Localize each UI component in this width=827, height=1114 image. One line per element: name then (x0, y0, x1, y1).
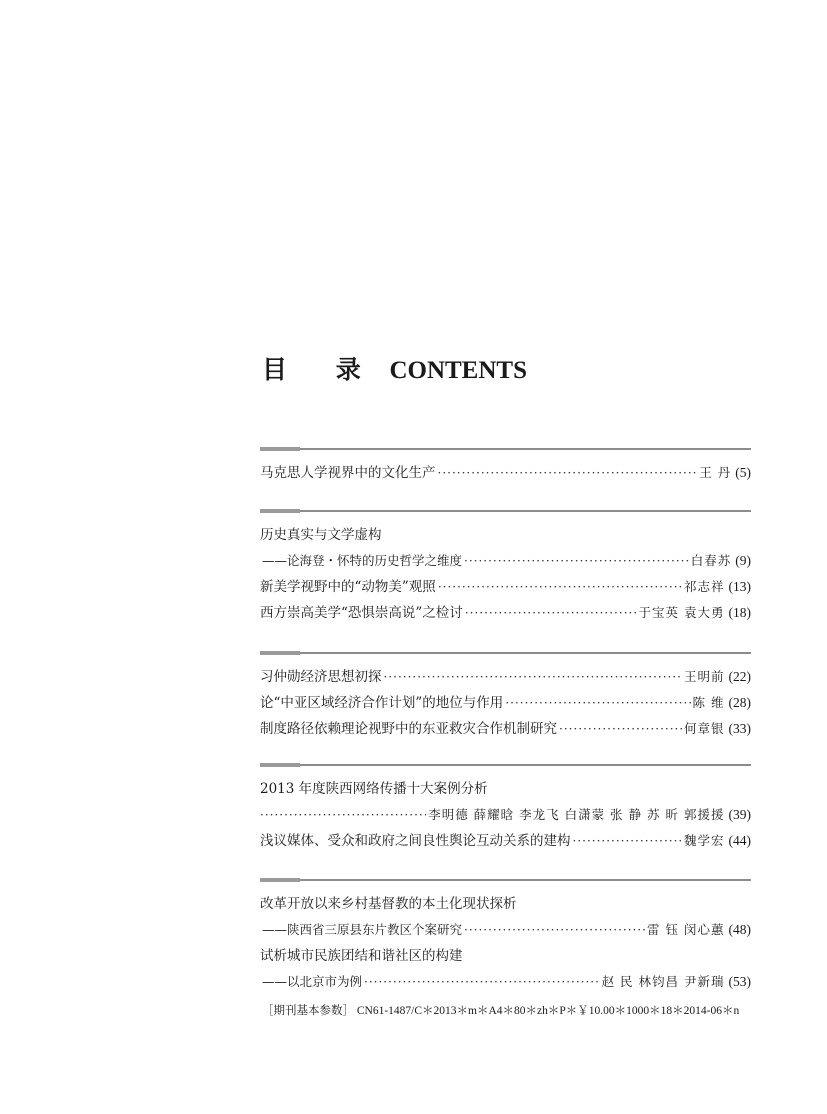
toc-entry[interactable] (260, 776, 751, 802)
entry-page: ( 5 ) (735, 460, 751, 486)
leader-dots (364, 969, 600, 995)
entry-authors: 魏学宏 (683, 833, 725, 848)
toc-entry[interactable] (260, 828, 751, 854)
journal-parameters-label: ［期刊基本参数］ (262, 1003, 354, 1017)
contents-heading (262, 350, 527, 386)
entry-authors: 王 丹 (699, 465, 732, 480)
entry-authors: 陈 维 (692, 695, 725, 710)
toc-entry[interactable] (260, 969, 751, 995)
entry-page: ( 33 ) (729, 716, 752, 742)
entry-title: 浅议媒体、受众和政府之间良性舆论互动关系的建构 (260, 833, 571, 849)
entry-page: ( 13 ) (729, 574, 752, 600)
entry-page: ( 28 ) (729, 690, 752, 716)
entry-title: 新美学视野中的“动物美”观照 (260, 579, 436, 595)
entry-subtitle: ——论海登・怀特的历史哲学之维度 (262, 553, 463, 568)
leader-dots (438, 574, 682, 600)
toc-entry[interactable] (260, 802, 751, 828)
entry-authors: 赵 民 林钧昌 尹新瑞 (601, 974, 725, 989)
entry-page: ( 39 ) (729, 802, 752, 828)
entry-title: 改革开放以来乡村基督教的本土化现状探析 (260, 896, 517, 912)
entry-page: ( 48 ) (729, 917, 752, 943)
leader-dots (573, 828, 682, 854)
toc-entry[interactable] (260, 943, 751, 969)
toc-entry[interactable] (260, 574, 751, 600)
entry-subtitle: ——陕西省三原县东片教区个案研究 (262, 922, 463, 937)
entry-title: 马克思人学视界中的文化生产 (260, 465, 436, 481)
leader-dots (559, 716, 682, 742)
leader-dots (438, 460, 698, 486)
leader-dots (505, 690, 690, 716)
toc-section-5 (260, 879, 751, 995)
journal-parameters (262, 1002, 739, 1018)
leader-dots (465, 600, 637, 626)
entry-title: 习仲勋经济思想初探 (260, 669, 382, 685)
entry-authors: 王明前 (683, 669, 725, 684)
entry-page: ( 18 ) (729, 600, 752, 626)
toc-entry[interactable] (260, 522, 751, 548)
entry-authors: 于宝英 袁大勇 (638, 605, 725, 620)
entry-authors: 白春苏 (690, 553, 732, 568)
entry-page: ( 44 ) (729, 828, 752, 854)
entry-page: ( 9 ) (735, 548, 751, 574)
section-divider (260, 652, 751, 654)
entry-title: 2013 年度陕西网络传播十大案例分析 (260, 781, 488, 797)
entry-page: ( 22 ) (729, 664, 752, 690)
section-divider (260, 448, 751, 450)
entry-subtitle: ——以北京市为例 (262, 974, 363, 989)
entry-page: ( 53 ) (729, 969, 752, 995)
section-divider (260, 879, 751, 881)
toc-entry[interactable] (260, 891, 751, 917)
journal-parameters-text: CN61-1487/C＊2013＊m＊A4＊80＊zh＊P＊￥10.00＊1000＊18＊2014-06＊n (356, 1005, 740, 1017)
contents-heading-en: CONTENTS (389, 357, 527, 384)
toc-section-2 (260, 510, 751, 626)
contents-heading-cn: 目 录 (262, 355, 381, 384)
section-divider (260, 764, 751, 766)
section-divider (260, 510, 751, 512)
entry-title: 论“中亚区域经济合作计划”的地位与作用 (260, 695, 504, 711)
toc-section-1 (260, 448, 751, 486)
entry-title: 制度路径依赖理论视野中的东亚救灾合作机制研究 (260, 721, 557, 737)
leader-dots (260, 802, 426, 828)
toc-section-3 (260, 652, 751, 742)
toc-entry[interactable] (260, 548, 751, 574)
entry-authors: 李明德 薛耀晗 李龙飞 白潇蒙 张 静 苏 昕 郭援援 (428, 807, 725, 822)
entry-authors: 雷 钰 闵心蕙 (647, 922, 725, 937)
toc-section-4 (260, 764, 751, 854)
toc-entry[interactable] (260, 600, 751, 626)
entry-authors: 祁志祥 (683, 579, 725, 594)
leader-dots (464, 917, 645, 943)
toc-entry[interactable] (260, 460, 751, 486)
leader-dots (384, 664, 682, 690)
entry-title: 试析城市民族团结和谐社区的构建 (260, 948, 463, 964)
entry-title: 西方崇高美学“恐惧崇高说”之检讨 (260, 605, 463, 621)
toc-entry[interactable] (260, 716, 751, 742)
entry-authors: 何章银 (683, 721, 725, 736)
toc-entry[interactable] (260, 664, 751, 690)
toc-entry[interactable] (260, 917, 751, 943)
entry-title: 历史真实与文学虚构 (260, 527, 382, 543)
toc-entry[interactable] (260, 690, 751, 716)
leader-dots (464, 548, 689, 574)
